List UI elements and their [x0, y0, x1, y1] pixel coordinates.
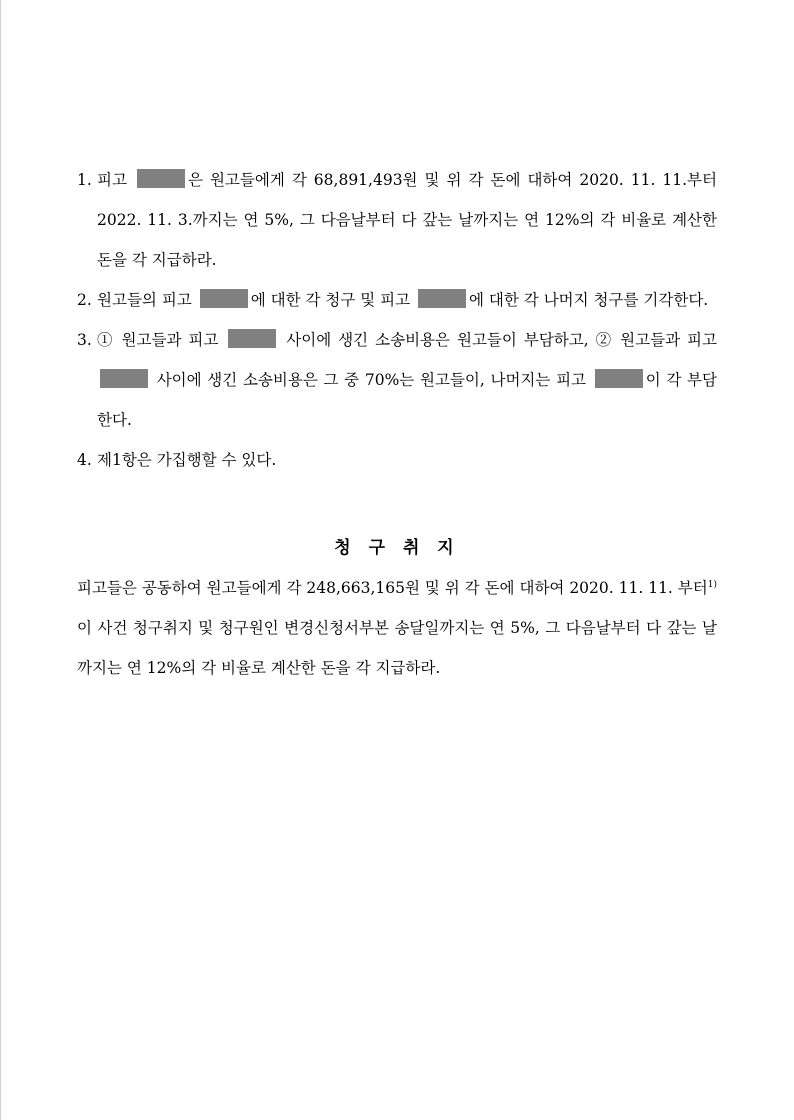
order-list — [77, 160, 717, 480]
order-item-number: 3. — [77, 331, 92, 349]
order-text-segment: 사이에 생긴 소송비용은 그 중 70%는 원고들이, 나머지는 피고 — [151, 371, 592, 389]
order-text-segment: 사이에 생긴 소송비용은 원고들이 부담하고, ② 원고들과 피고 — [279, 331, 717, 349]
page-edge — [0, 0, 1, 1120]
order-item-number: 4. — [77, 451, 92, 469]
order-text-segment: 피고 — [97, 171, 134, 189]
order-item — [77, 280, 717, 320]
redaction-box — [137, 169, 185, 188]
redaction-box — [418, 289, 466, 308]
order-text-segment: ① 원고들과 피고 — [97, 331, 226, 349]
order-item-number: 1. — [77, 171, 92, 189]
claim-text-before: 피고들은 공동하여 원고들에게 각 248,663,165원 및 위 각 돈에 대하여 2020. 11. 11. 부터 — [77, 579, 708, 597]
redaction-box — [200, 289, 248, 308]
redaction-box — [100, 369, 148, 388]
order-item-text — [97, 320, 717, 440]
order-item — [77, 160, 717, 280]
order-text-segment: 원고들의 피고 — [97, 291, 197, 309]
order-item-text — [97, 280, 717, 320]
order-text-segment: 제1항은 가집행할 수 있다. — [97, 451, 277, 469]
order-item-number: 2. — [77, 291, 92, 309]
order-item — [77, 440, 717, 480]
claim-paragraph — [77, 568, 717, 688]
footnote-marker: 1) — [707, 580, 717, 590]
order-item-text — [97, 440, 717, 480]
order-text-segment: 에 대한 각 나머지 청구를 기각한다. — [469, 291, 709, 309]
order-text-segment: 에 대한 각 청구 및 피고 — [250, 291, 416, 309]
redaction-box — [228, 329, 276, 348]
document-body — [77, 160, 717, 688]
order-item — [77, 320, 717, 440]
order-text-segment: 이 각 부담한다. — [97, 371, 718, 429]
section-title: 청 구 취 지 — [334, 538, 460, 558]
order-item-text — [97, 160, 717, 280]
claim-text-after: 이 사건 청구취지 및 청구원인 변경신청서부본 송달일까지는 연 5%, 그 다음날부터 다 갚는 날까지는 연 12%의 각 비율로 계산한 돈을 각 지급하라. — [77, 619, 717, 677]
redaction-box — [595, 369, 643, 388]
order-text-segment: 은 원고들에게 각 68,891,493원 및 위 각 돈에 대하여 2020. 11. 11.부터 2022. 11. 3.까지는 연 5%, 그 다음날부터 다 갚는 날까지는 연 12%의 각 비율로 계산한 돈을 각 지급하라. — [97, 171, 718, 269]
